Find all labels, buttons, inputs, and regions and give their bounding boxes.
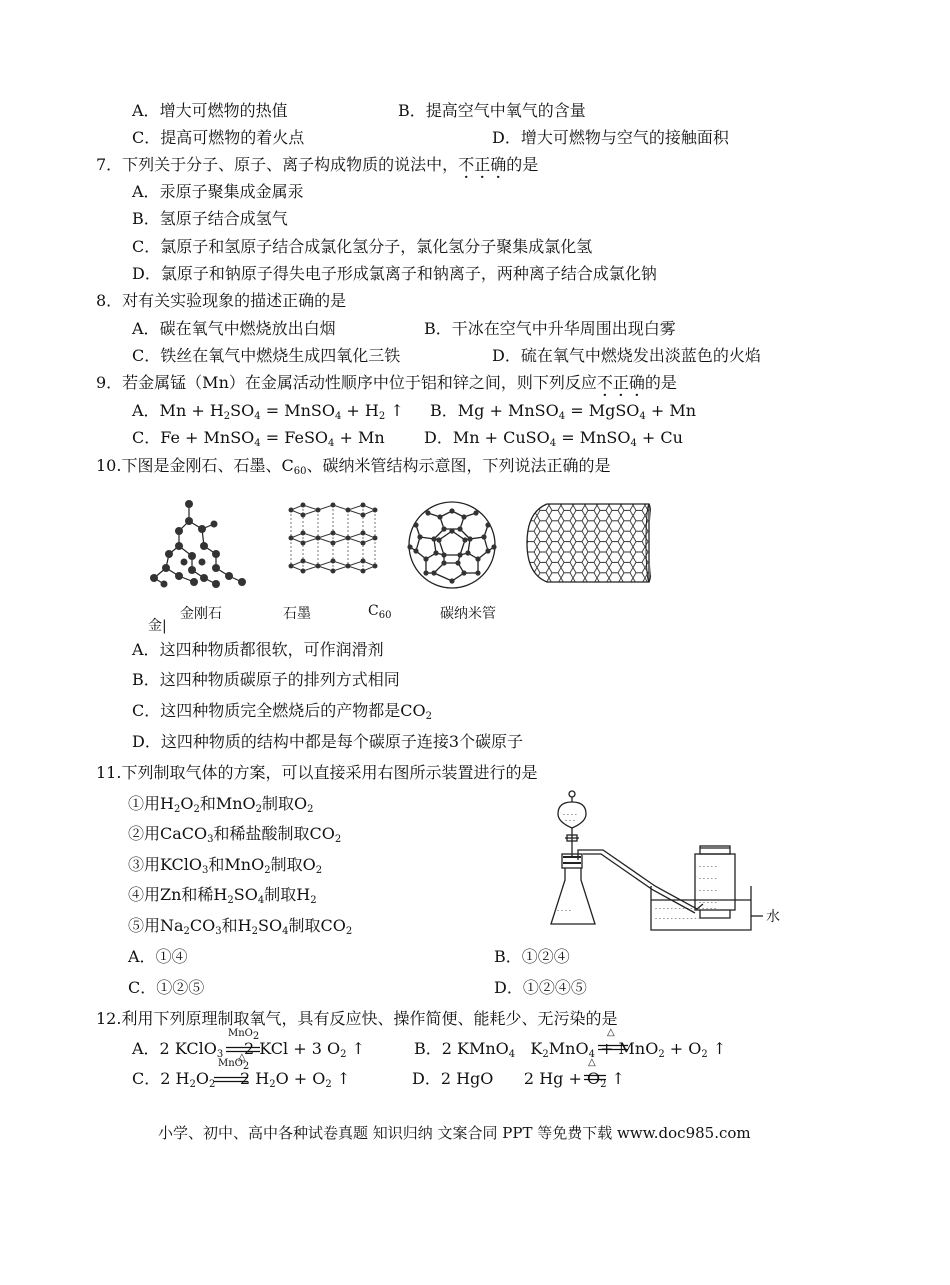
q9-option-b: B．Mg + MnSO$_4$ = MgSO$_4$ + Mn (430, 401, 697, 422)
q11-scheme-3: ③用KClO$_3$和MnO$_2$制取$O_2$ (128, 855, 323, 876)
q12-d-heat: △ (588, 1057, 596, 1068)
q9-stem: 9．若金属锰（Mn）在金属活动性顺序中位于铝和锌之间，则下列反应不正确的是 (96, 373, 677, 392)
emphasis-char: 确 (628, 373, 645, 392)
svg-text:- - - - -: - - - - - (699, 875, 717, 882)
svg-text:- - - - -: - - - - - (699, 887, 717, 894)
q8-option-c: C．铁丝在氧气中燃烧生成四氧化三铁 (132, 346, 401, 365)
caption-diamond: 金刚石 (180, 606, 222, 622)
q9-option-a: A．$Mn + H_2SO_4$ = MnSO$_4$ + $H_2$ ↑ (132, 401, 404, 422)
q12-c-catalyst-text: MnO$_2$ (218, 1058, 250, 1072)
graphite-structure-figure (283, 500, 383, 590)
svg-text:- - -: - - - (565, 817, 575, 824)
q7-option-b: B．氢原子结合成氢气 (132, 209, 288, 228)
q12-c-products: 2 $H_2O + O_2$ ↑ (240, 1069, 351, 1090)
carbon-nanotube-figure (525, 500, 651, 586)
stray-text: 金| (148, 618, 167, 634)
q10-stem: 10.下图是金刚石、石墨、$C_{60}$、碳纳米管结构示意图，下列说法正确的是 (96, 456, 611, 477)
q7-option-c: C．氯原子和氢原子结合成氯化氢分子，氯化氢分子聚集成氯化氢 (132, 237, 593, 256)
q7-emphasis (458, 155, 506, 174)
q11-option-a: A．①④ (128, 947, 188, 966)
c60-structure-figure (404, 497, 500, 593)
q11-scheme-4: ④用Zn和稀$H_2SO_4$制取$H_2$ (128, 885, 317, 906)
q6-option-b: B．提高空气中氧气的含量 (398, 101, 586, 120)
page-footer: 小学、初中、高中各种试卷真题 知识归纳 文案合同 PPT 等免费下载 www.doc985.com (158, 1124, 751, 1142)
emphasis-char: 确 (490, 155, 507, 174)
caption-graphite: 石墨 (283, 606, 311, 622)
svg-text:- - - -: - - - - (557, 907, 571, 914)
svg-text:- - - - -: - - - - - (699, 863, 717, 870)
q11-scheme-1: ①用$H_2O_2$和MnO$_2$制取$O_2$ (128, 794, 314, 815)
q10-option-d: D．这四种物质的结构中都是每个碳原子连接3个碳原子 (132, 732, 524, 751)
q12-a-catalyst-text: MnO$_2$ (228, 1028, 260, 1042)
q12-b-heat: △ (607, 1027, 615, 1038)
q12-d-arrow (584, 1074, 606, 1082)
emphasis-char: 正 (474, 155, 491, 174)
q9-option-d: D．Mn + CuSO$_4$ = MnSO$_4$ + Cu (424, 428, 683, 449)
q12-option-d: D．2 HgO 2 $Hg + O_2$ ↑ (412, 1069, 625, 1090)
q6-option-a: A．增大可燃物的热值 (132, 101, 288, 120)
q12-b-arrow (598, 1044, 628, 1052)
q12-a-products: 2 KCl + 3 $O_2$ ↑ (244, 1039, 365, 1060)
q10-option-b: B．这四种物质碳原子的排列方式相同 (132, 670, 400, 689)
q6-option-c: C．提高可燃物的着火点 (132, 128, 305, 147)
q8-option-a: A．碳在氧气中燃烧放出白烟 (132, 319, 336, 338)
q10-option-c-text: 这四种物质完全燃烧后的产物都是$CO_2$ (160, 701, 432, 722)
q7-option-a: A．汞原子聚集成金属汞 (132, 182, 304, 201)
q11-option-b: B．①②④ (494, 947, 570, 966)
q12-option-b: B．2 KMnO$_4$ $K_2MnO_4 + MnO_2 + O_2$ ↑ (414, 1039, 727, 1060)
q8-stem: 8．对有关实验现象的描述正确的是 (96, 291, 347, 310)
q12-a-heat: △ (238, 1052, 246, 1063)
emphasis-char: 不 (458, 155, 475, 174)
q6-option-d: D．增大可燃物与空气的接触面积 (492, 128, 729, 147)
q11-stem: 11.下列制取气体的方案，可以直接采用右图所示装置进行的是 (96, 763, 538, 782)
q11-scheme-5: ⑤用$Na_2CO_3$和$H_2SO_4$制取$CO_2$ (128, 916, 353, 937)
q9-option-c: C．Fe + MnSO$_4$ = FeSO$_4$ + Mn (132, 428, 385, 449)
q11-option-c: C．①②⑤ (128, 978, 205, 997)
caption-nanotube: 碳纳米管 (440, 606, 496, 622)
svg-text:- - - - - - - - - - - - - - -: - - - - - - - - - - - - - - - - (655, 905, 717, 912)
q12-stem: 12.利用下列原理制取氧气，具有反应快、操作简便、能耗少、无污染的是 (96, 1009, 618, 1028)
svg-text:- - - -: - - - - (563, 811, 577, 818)
q8-option-b: B．干冰在空气中升华周围出现白雾 (424, 319, 676, 338)
emphasis-char: 不 (596, 373, 613, 392)
q11-scheme-2: ②用CaCO$_3$和稀盐酸制取$CO_2$ (128, 824, 342, 845)
q7-stem: 7．下列关于分子、原子、离子构成物质的说法中，不正确的是 (96, 155, 539, 174)
q9-emphasis (597, 373, 645, 392)
svg-text:- - - - - - - - - - - - - - -: - - - - - - - - - - - - - - - - (655, 915, 717, 922)
emphasis-char: 正 (612, 373, 629, 392)
caption-c60: $C_{60}$ (368, 603, 392, 621)
q11-option-d: D．①②④⑤ (494, 978, 587, 997)
svg-text:- - - - -: - - - - - (699, 899, 717, 906)
water-label: 水 (766, 909, 780, 925)
q12-option-a: A．2 KClO$_3$ (132, 1039, 224, 1060)
q10-option-a: A．这四种物质都很软，可作润滑剂 (132, 640, 384, 659)
q7-option-d: D．氯原子和钠原子得失电子形成氯离子和钠离子，两种离子结合成氯化钠 (132, 264, 657, 283)
q12-option-c: C．2 $H_2O_2$ (132, 1069, 216, 1090)
diamond-structure-figure (144, 496, 254, 591)
q10-option-c: C．这四种物质完全燃烧后的产物都是$CO_2$ (132, 701, 432, 722)
q8-option-d: D．硫在氧气中燃烧发出淡蓝色的火焰 (492, 346, 761, 365)
gas-apparatus-figure (545, 788, 765, 933)
